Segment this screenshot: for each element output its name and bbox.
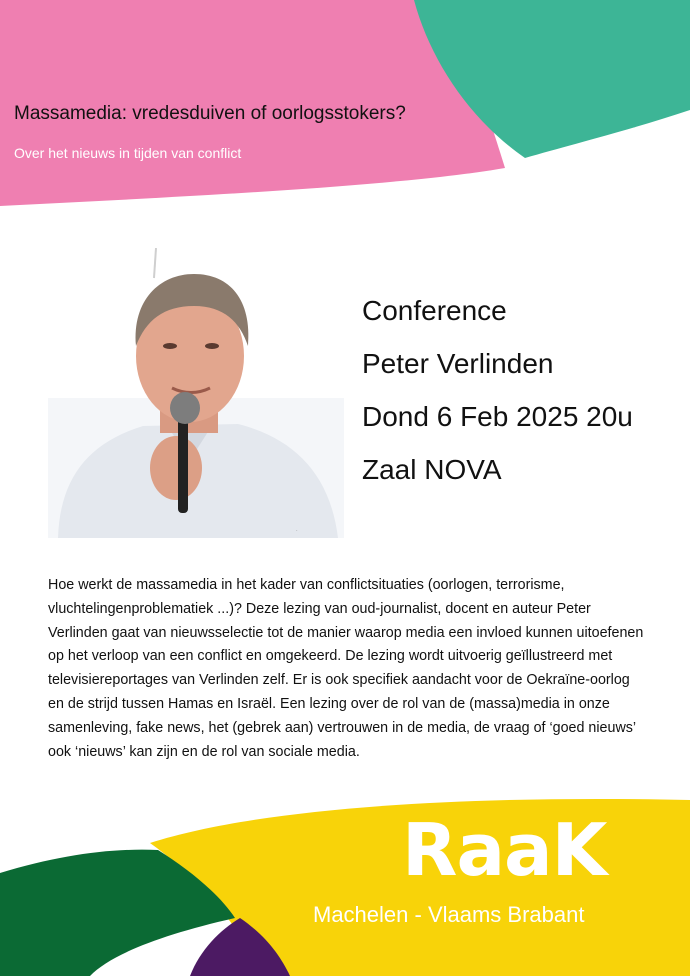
svg-text:·: · [296,528,298,534]
event-speaker: Peter Verlinden [362,348,554,379]
event-type: Conference [362,295,507,326]
event-datetime: Dond 6 Feb 2025 20u [362,401,633,432]
event-venue: Zaal NOVA [362,454,502,485]
page-subtitle: Over het nieuws in tijden van conflict [14,145,242,161]
event-info [362,284,633,496]
event-description: Hoe werkt de massamedia in het kader van conflictsituaties (oorlogen, terrorisme, vluchtelingenproblematiek ...)? Deze lezing van oud-journalist, docent en auteur Peter Verlinden gaat van nieuwsselectie tot de manier waarop media een invloed kunnen uitoefenen op het verloop van een conflict en omgekeerd. De lezing wordt uitvoerig geïllustreerd met televisiereportages van Verlinden zelf. Er is ook specifiek aandacht voor de Oekraïne-oorlog en de strijd tussen Hamas en Israël. Een lezing over de rol van de (massa)media in onze samenleving, fake news, het (gebrek aan) vertrouwen in de media, de vraag of ‘goed nieuws’ ook ‘nieuws’ kan zijn en de rol van sociale media. [48,577,644,760]
speaker-photo [48,248,344,538]
raak-logo: RaaK [402,808,607,892]
page-title: Massamedia: vredesduiven of oorlogsstokers? [14,103,406,124]
footer-location: Machelen - Vlaams Brabant [313,902,585,927]
